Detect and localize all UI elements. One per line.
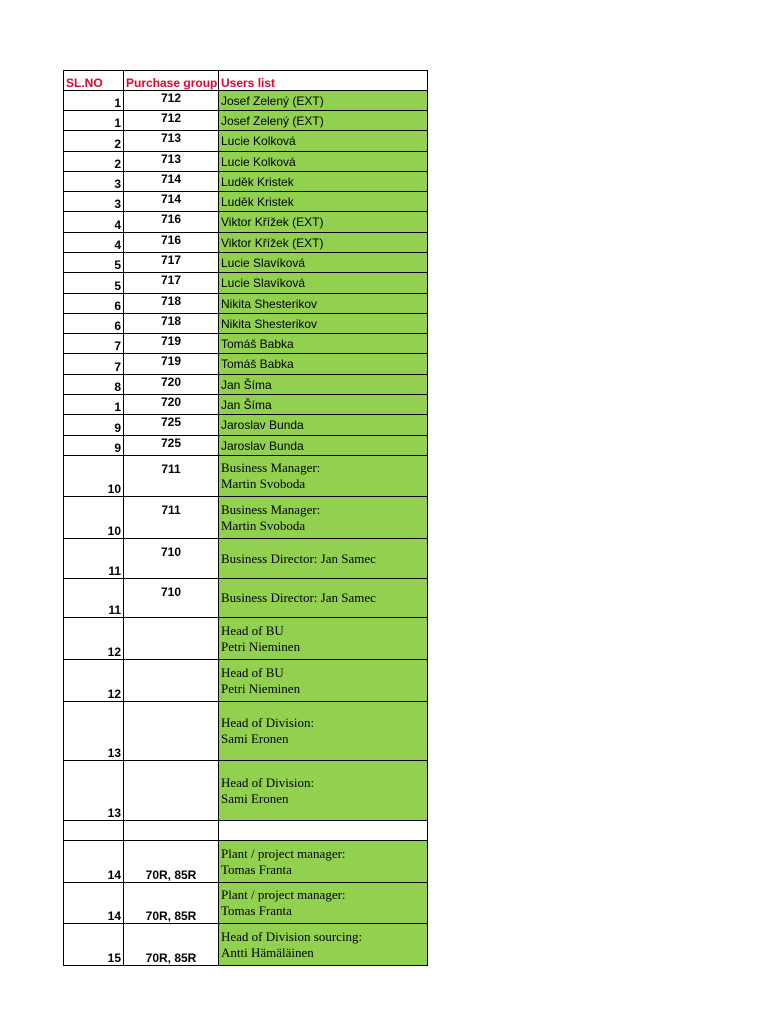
table-row [64, 212, 428, 233]
users-list-cell [219, 924, 428, 966]
sl-no-cell: 9 [64, 436, 124, 456]
sl-no-cell: 10 [64, 497, 124, 539]
purchase-group-cell: 718 [124, 314, 219, 334]
purchase-group-cell: 719 [124, 334, 219, 354]
sl-no-cell: 6 [64, 294, 124, 314]
users-list-cell [219, 395, 428, 415]
users-list-cell [219, 253, 428, 273]
users-list-cell [219, 579, 428, 618]
table-row [64, 253, 428, 273]
user-line: Tomáš Babka [221, 336, 294, 351]
sl-no-cell [64, 821, 124, 841]
user-line: Sami Eronen [221, 731, 289, 746]
table-row [64, 294, 428, 314]
table-row [64, 152, 428, 172]
users-list-cell [219, 111, 428, 131]
users-list-cell [219, 334, 428, 354]
sl-no-cell: 13 [64, 702, 124, 761]
sl-no-cell: 8 [64, 375, 124, 395]
purchase-group-cell: 719 [124, 354, 219, 375]
users-list-cell [219, 456, 428, 497]
purchase-group-cell: 710 [124, 539, 219, 579]
user-line: Plant / project manager: [221, 887, 346, 902]
purchase-group-cell: 712 [124, 111, 219, 131]
user-line: Martin Svoboda [221, 476, 306, 491]
table-row [64, 456, 428, 497]
sl-no-cell: 10 [64, 456, 124, 497]
sl-no-cell: 1 [64, 91, 124, 111]
purchase-group-cell: 716 [124, 212, 219, 233]
purchase-group-cell: 720 [124, 395, 219, 415]
purchase-group-cell: 711 [124, 456, 219, 497]
table-row [64, 618, 428, 660]
sl-no-cell: 5 [64, 253, 124, 273]
sl-no-cell: 4 [64, 233, 124, 253]
sl-no-cell: 9 [64, 415, 124, 436]
users-list-cell [219, 131, 428, 152]
user-line: Lucie Kolková [221, 154, 296, 169]
user-line: Jan Šíma [221, 377, 272, 392]
purchase-group-cell [124, 660, 219, 702]
table-row [64, 273, 428, 294]
purchase-group-cell: 717 [124, 273, 219, 294]
table-row [64, 883, 428, 924]
table-row [64, 702, 428, 761]
sl-no-cell: 4 [64, 212, 124, 233]
purchase-group-cell: 711 [124, 497, 219, 539]
purchase-group-cell [124, 618, 219, 660]
sl-no-cell: 7 [64, 334, 124, 354]
purchase-group-cell: 725 [124, 415, 219, 436]
table-body [64, 71, 428, 966]
purchase-group-cell: 716 [124, 233, 219, 253]
table-row [64, 841, 428, 883]
purchase-group-cell: 713 [124, 131, 219, 152]
sl-no-cell: 1 [64, 395, 124, 415]
sl-no-cell: 3 [64, 172, 124, 192]
user-line: Head of Division: [221, 715, 315, 730]
sl-no-cell: 2 [64, 152, 124, 172]
users-list-cell [219, 294, 428, 314]
purchase-group-table [63, 70, 428, 966]
header-purchase-group: Purchase group [124, 71, 219, 91]
purchase-group-cell: 710 [124, 579, 219, 618]
sl-no-cell: 7 [64, 354, 124, 375]
header-sl-no: SL.NO [64, 71, 124, 91]
sl-no-cell: 12 [64, 618, 124, 660]
user-line: Sami Eronen [221, 790, 289, 806]
table-row [64, 233, 428, 253]
users-list-cell [219, 354, 428, 375]
purchase-group-cell: 725 [124, 436, 219, 456]
table-row [64, 131, 428, 152]
users-list-cell [219, 273, 428, 294]
table-row [64, 111, 428, 131]
sl-no-cell: 12 [64, 660, 124, 702]
user-line: Viktor Křížek (EXT) [221, 215, 324, 229]
purchase-group-cell: 720 [124, 375, 219, 395]
table-row [64, 497, 428, 539]
users-list-cell [219, 314, 428, 334]
user-line: Lucie Slavíková [221, 255, 306, 270]
sl-no-cell: 6 [64, 314, 124, 334]
table-row [64, 192, 428, 212]
user-line: Business Manager: [221, 460, 321, 475]
user-line: Head of Division: [221, 774, 315, 790]
purchase-group-cell: 714 [124, 172, 219, 192]
sl-no-cell: 11 [64, 539, 124, 579]
user-line: Business Director: Jan Samec [221, 590, 376, 605]
table-row [64, 354, 428, 375]
user-line: Head of BU [221, 622, 284, 638]
sl-no-cell: 15 [64, 924, 124, 966]
user-line: Head of Division sourcing: [221, 928, 363, 944]
table-row [64, 91, 428, 111]
purchase-group-cell [124, 821, 219, 841]
table-row [64, 660, 428, 702]
table-row [64, 415, 428, 436]
user-line: Josef Zelený (EXT) [221, 93, 324, 108]
sl-no-cell: 3 [64, 192, 124, 212]
user-line: Petri Nieminen [221, 638, 301, 654]
sl-no-cell: 13 [64, 761, 124, 821]
user-line: Head of BU [221, 664, 284, 680]
users-list-cell [219, 415, 428, 436]
header-row [64, 71, 428, 91]
user-line: Nikita Shesterikov [221, 316, 318, 331]
table-row [64, 436, 428, 456]
users-list-cell [219, 497, 428, 539]
users-list-cell [219, 233, 428, 253]
users-list-cell [219, 660, 428, 702]
purchase-group-cell: 718 [124, 294, 219, 314]
sl-no-cell: 14 [64, 883, 124, 924]
user-line: Luděk Kristek [221, 174, 294, 189]
user-line: Lucie Kolková [221, 134, 296, 148]
users-list-cell [219, 212, 428, 233]
user-line: Business Manager: [221, 501, 321, 517]
sl-no-cell: 5 [64, 273, 124, 294]
table-row [64, 314, 428, 334]
purchase-group-cell [124, 761, 219, 821]
table-row [64, 375, 428, 395]
purchase-group-cell: 717 [124, 253, 219, 273]
users-list-cell [219, 618, 428, 660]
user-line: Business Director: Jan Samec [221, 550, 376, 566]
users-list-cell [219, 152, 428, 172]
table-row [64, 395, 428, 415]
purchase-group-cell: 713 [124, 152, 219, 172]
sl-no-cell: 2 [64, 131, 124, 152]
user-line: Jaroslav Bunda [221, 418, 304, 432]
users-list-cell [219, 761, 428, 821]
table-row [64, 334, 428, 354]
users-list-cell [219, 702, 428, 761]
user-line: Lucie Slavíková [221, 276, 306, 290]
sl-no-cell: 11 [64, 579, 124, 618]
users-list-cell [219, 841, 428, 883]
purchase-group-cell: 70R, 85R [124, 924, 219, 966]
user-line: Plant / project manager: [221, 845, 346, 861]
users-list-cell [219, 821, 428, 841]
users-list-cell [219, 375, 428, 395]
purchase-group-cell: 714 [124, 192, 219, 212]
table-row [64, 924, 428, 966]
purchase-group-cell [124, 702, 219, 761]
user-line: Jaroslav Bunda [221, 438, 304, 453]
header-users-list: Users list [219, 71, 428, 91]
table-row [64, 821, 428, 841]
table-row [64, 579, 428, 618]
table-row [64, 761, 428, 821]
user-line: Luděk Kristek [221, 194, 294, 209]
user-line: Viktor Křížek (EXT) [221, 235, 324, 250]
user-line: Antti Hämäläinen [221, 944, 314, 960]
purchase-group-cell: 712 [124, 91, 219, 111]
table-row [64, 539, 428, 579]
users-list-cell [219, 192, 428, 212]
table-row [64, 172, 428, 192]
user-line: Nikita Shesterikov [221, 296, 318, 311]
user-line: Tomas Franta [221, 903, 292, 918]
user-line: Tomáš Babka [221, 357, 294, 371]
user-line: Josef Zelený (EXT) [221, 113, 324, 128]
user-line: Martin Svoboda [221, 517, 306, 533]
user-line: Tomas Franta [221, 861, 292, 877]
users-list-cell [219, 883, 428, 924]
user-line: Petri Nieminen [221, 680, 301, 696]
users-list-cell [219, 539, 428, 579]
users-list-cell [219, 172, 428, 192]
user-line: Jan Šíma [221, 397, 272, 412]
purchase-group-cell: 70R, 85R [124, 883, 219, 924]
users-list-cell [219, 91, 428, 111]
sl-no-cell: 14 [64, 841, 124, 883]
sl-no-cell: 1 [64, 111, 124, 131]
users-list-cell [219, 436, 428, 456]
purchase-group-cell: 70R, 85R [124, 841, 219, 883]
